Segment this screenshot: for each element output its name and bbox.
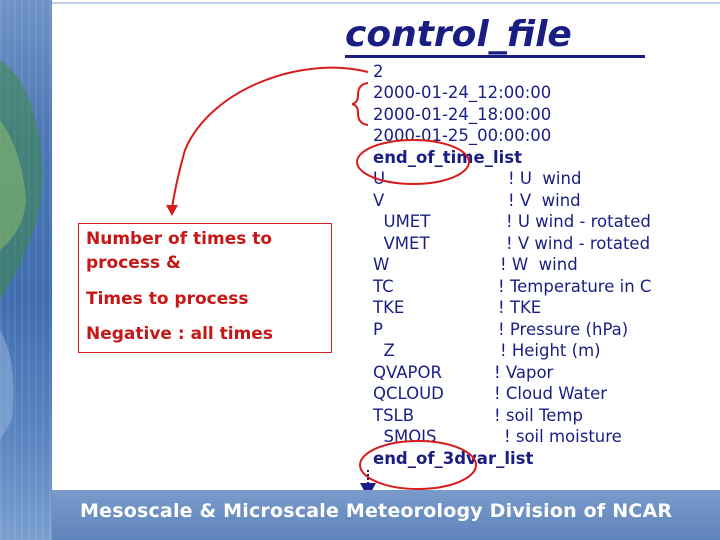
code-comment: ! Height (m) [500,341,601,360]
note-line: Number of times to [86,229,273,249]
code-comment: ! soil moisture [504,427,622,446]
footer-text: Mesoscale & Microscale Meteorology Division of NCAR [80,500,673,522]
code-line: SMOIS [373,427,437,446]
note-line: process & [86,253,181,273]
code-line: 2 [373,62,384,81]
note-line: Negative : all times [86,324,273,344]
code-line: UMET [373,212,431,231]
code-comment: ! Cloud Water [494,384,608,403]
ellipse-end-3dvar-list [360,441,476,489]
code-line: TKE [373,298,405,317]
code-line: 2000-01-24_18:00:00 [373,105,552,124]
code-line: P [373,320,383,339]
code-comment: ! Temperature in C [498,277,652,296]
code-comment: ! V wind - rotated [506,234,651,253]
code-line: VMET [373,234,430,253]
code-comment: ! U wind [508,169,582,188]
code-line: QVAPOR [373,363,442,382]
code-comment: ! TKE [498,298,542,317]
code-line-end-time-list: end_of_time_list [373,148,522,167]
code-line: QCLOUD [373,384,444,403]
code-comment: ! U wind - rotated [506,212,651,231]
code-comment: ! W wind [500,255,578,274]
code-line: W [373,255,390,274]
code-line: V [373,191,385,210]
code-line: TSLB [373,406,415,425]
code-line: 2000-01-24_12:00:00 [373,83,552,102]
code-line: 2000-01-25_00:00:00 [373,126,552,145]
arrowhead [166,205,178,216]
ellipse-end-time-list [357,140,469,184]
curved-arrow [172,68,368,208]
code-line: U [373,169,386,188]
code-comment: ! soil Temp [494,406,583,425]
code-comment: ! V wind [508,191,581,210]
bracket-icon [352,83,368,125]
code-comment: ! Vapor [494,363,554,382]
code-comment: ! Pressure (hPa) [498,320,629,339]
code-line: Z [373,341,395,360]
code-line-end-3dvar-list: end_of_3dvar_list [373,449,534,468]
note-line: Times to process [86,289,249,309]
code-line: TC [373,277,394,296]
page-title: control_file [345,14,572,55]
